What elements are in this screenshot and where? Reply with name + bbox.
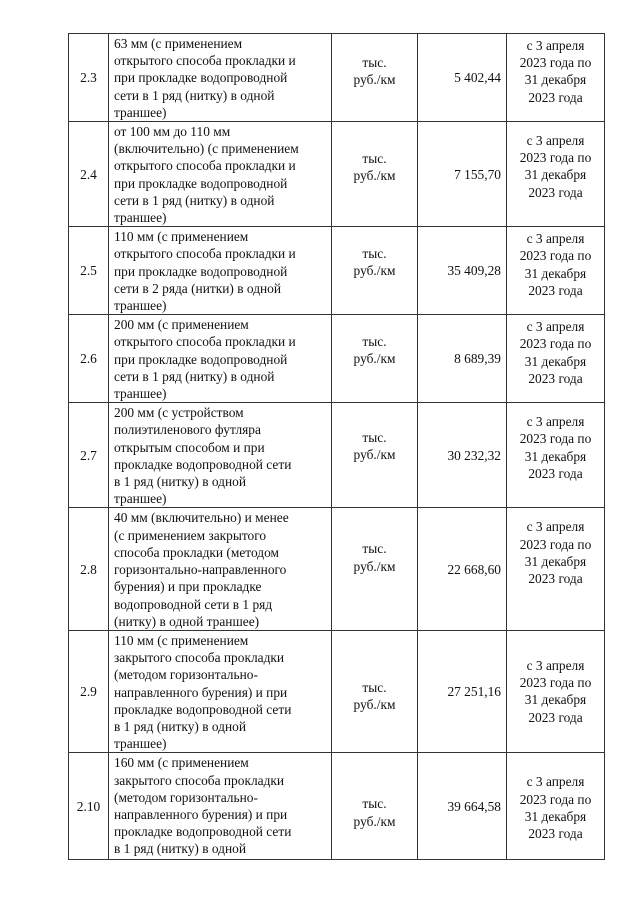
pipe-description bbox=[109, 508, 332, 630]
description-line: прокладке водопроводной сети bbox=[114, 824, 292, 840]
table-row bbox=[69, 122, 605, 227]
description-line: открытого способа прокладки и bbox=[114, 334, 296, 350]
tariff-value: 27 251,16 bbox=[418, 630, 507, 752]
unit-line: тыс. bbox=[362, 246, 387, 262]
description-line: 110 мм (с применением bbox=[114, 229, 249, 245]
period-line: 2023 года bbox=[528, 709, 583, 725]
period-line: 31 декабря bbox=[524, 167, 587, 183]
description-line: прокладке водопроводной сети bbox=[114, 456, 292, 472]
description-line: открытого способа прокладки и bbox=[114, 246, 296, 262]
row-number: 2.4 bbox=[69, 122, 109, 227]
validity-period bbox=[507, 403, 605, 508]
table-row bbox=[69, 753, 605, 860]
table-row bbox=[69, 315, 605, 403]
tariff-value: 5 402,44 bbox=[418, 34, 507, 122]
description-line: от 100 мм до 110 мм bbox=[114, 124, 231, 140]
period-line: 31 декабря bbox=[524, 808, 587, 824]
description-line: траншее) bbox=[114, 386, 167, 402]
period-line: 2023 года bbox=[528, 465, 583, 481]
description-line: траншее) bbox=[114, 210, 167, 226]
description-line: способа прокладки (методом bbox=[114, 544, 279, 560]
table-row bbox=[69, 227, 605, 315]
unit-line: руб./км bbox=[353, 813, 396, 829]
validity-period bbox=[507, 227, 605, 315]
period-line: 2023 года bbox=[528, 825, 583, 841]
period-line: 31 декабря bbox=[524, 553, 587, 569]
period-line: 2023 года bbox=[528, 571, 583, 587]
description-line: бурения) и при прокладке bbox=[114, 579, 262, 595]
unit-line: руб./км bbox=[353, 263, 396, 279]
period-line: 2023 года по bbox=[519, 675, 592, 691]
description-line: открытого способа прокладки и bbox=[114, 158, 296, 174]
period-line: с 3 апреля bbox=[526, 774, 585, 790]
period-line: с 3 апреля bbox=[526, 38, 585, 53]
description-line: (методом горизонтально- bbox=[114, 667, 258, 683]
unit-cell bbox=[332, 403, 418, 508]
row-number: 2.7 bbox=[69, 403, 109, 508]
tariff-table bbox=[68, 33, 605, 860]
period-line: с 3 апреля bbox=[526, 657, 585, 673]
unit-line: руб./км bbox=[353, 72, 396, 88]
description-line: полиэтиленового футляра bbox=[114, 422, 261, 438]
period-line: 2023 года bbox=[528, 89, 583, 105]
description-line: 160 мм (с применением bbox=[114, 755, 249, 771]
unit-line: тыс. bbox=[362, 334, 387, 350]
row-number: 2.5 bbox=[69, 227, 109, 315]
row-number: 2.3 bbox=[69, 34, 109, 122]
description-line: открытого способа прокладки и bbox=[114, 53, 296, 69]
row-number: 2.6 bbox=[69, 315, 109, 403]
description-line: 63 мм (с применением bbox=[114, 36, 243, 51]
unit-line: тыс. bbox=[362, 796, 387, 812]
description-line: направленного бурения) и при bbox=[114, 684, 288, 700]
unit-cell bbox=[332, 315, 418, 403]
description-line: 40 мм (включительно) и менее bbox=[114, 510, 289, 526]
unit-cell bbox=[332, 227, 418, 315]
unit-cell bbox=[332, 122, 418, 227]
unit-line: тыс. bbox=[362, 55, 387, 70]
unit-line: руб./км bbox=[353, 697, 396, 713]
unit-line: тыс. bbox=[362, 679, 387, 695]
unit-cell bbox=[332, 508, 418, 630]
pipe-description bbox=[109, 403, 332, 508]
row-number: 2.9 bbox=[69, 630, 109, 752]
table-row bbox=[69, 34, 605, 122]
description-line: горизонтально-направленного bbox=[114, 562, 287, 578]
row-number: 2.8 bbox=[69, 508, 109, 630]
description-line: сети в 2 ряда (нитки) в одной bbox=[114, 280, 282, 296]
description-line: при прокладке водопроводной bbox=[114, 263, 288, 279]
validity-period bbox=[507, 122, 605, 227]
period-line: 2023 года по bbox=[519, 248, 592, 264]
period-line: 2023 года по bbox=[519, 55, 592, 71]
period-line: 31 декабря bbox=[524, 448, 587, 464]
description-line: при прокладке водопроводной bbox=[114, 351, 288, 367]
period-line: 2023 года по bbox=[519, 791, 592, 807]
description-line: (методом горизонтально- bbox=[114, 789, 258, 805]
description-line: закрытого способа прокладки bbox=[114, 650, 285, 666]
period-line: 2023 года по bbox=[519, 150, 592, 166]
period-line: 31 декабря bbox=[524, 72, 587, 88]
description-line: водопроводной сети в 1 ряд bbox=[114, 596, 273, 612]
table-row bbox=[69, 403, 605, 508]
validity-period bbox=[507, 630, 605, 752]
table-row bbox=[69, 508, 605, 630]
unit-cell bbox=[332, 34, 418, 122]
description-line: траншее) bbox=[114, 736, 167, 752]
pipe-description bbox=[109, 227, 332, 315]
validity-period bbox=[507, 753, 605, 860]
row-number: 2.10 bbox=[69, 753, 109, 860]
period-line: с 3 апреля bbox=[526, 319, 585, 335]
description-line: при прокладке водопроводной bbox=[114, 175, 288, 191]
period-line: с 3 апреля bbox=[526, 133, 585, 149]
period-line: 2023 года по bbox=[519, 431, 592, 447]
period-line: 31 декабря bbox=[524, 353, 587, 369]
tariff-value: 39 664,58 bbox=[418, 753, 507, 860]
pipe-description bbox=[109, 630, 332, 752]
unit-line: руб./км bbox=[353, 558, 396, 574]
description-line: в 1 ряд (нитку) в одной bbox=[114, 718, 247, 734]
description-line: в 1 ряд (нитку) в одной bbox=[114, 474, 247, 490]
table-row bbox=[69, 630, 605, 752]
description-line: при прокладке водопроводной bbox=[114, 70, 288, 86]
unit-cell bbox=[332, 630, 418, 752]
pipe-description bbox=[109, 315, 332, 403]
pipe-description bbox=[109, 122, 332, 227]
period-line: 2023 года bbox=[528, 184, 583, 200]
unit-line: тыс. bbox=[362, 430, 387, 446]
period-line: с 3 апреля bbox=[526, 231, 585, 247]
tariff-value: 22 668,60 bbox=[418, 508, 507, 630]
tariff-value: 8 689,39 bbox=[418, 315, 507, 403]
description-line: (включительно) (с применением bbox=[114, 141, 299, 157]
period-line: 2023 года по bbox=[519, 536, 592, 552]
tariff-value: 30 232,32 bbox=[418, 403, 507, 508]
tariff-value: 7 155,70 bbox=[418, 122, 507, 227]
description-line: траншее) bbox=[114, 104, 167, 120]
unit-cell bbox=[332, 753, 418, 860]
description-line: в 1 ряд (нитку) в одной bbox=[114, 841, 247, 857]
unit-line: руб./км bbox=[353, 168, 396, 184]
description-line: направленного бурения) и при bbox=[114, 806, 288, 822]
validity-period bbox=[507, 315, 605, 403]
description-line: траншее) bbox=[114, 298, 167, 314]
period-line: с 3 апреля bbox=[526, 519, 585, 535]
unit-line: тыс. bbox=[362, 151, 387, 167]
period-line: 2023 года по bbox=[519, 336, 592, 352]
validity-period bbox=[507, 508, 605, 630]
description-line: 200 мм (с применением bbox=[114, 317, 249, 333]
description-line: (нитку) в одной траншее) bbox=[114, 613, 260, 629]
tariff-table-body bbox=[69, 34, 605, 860]
tariff-value: 35 409,28 bbox=[418, 227, 507, 315]
period-line: с 3 апреля bbox=[526, 414, 585, 430]
description-line: сети в 1 ряд (нитку) в одной bbox=[114, 192, 275, 208]
period-line: 2023 года bbox=[528, 282, 583, 298]
period-line: 31 декабря bbox=[524, 692, 587, 708]
unit-line: руб./км bbox=[353, 447, 396, 463]
pipe-description bbox=[109, 34, 332, 122]
validity-period bbox=[507, 34, 605, 122]
description-line: траншее) bbox=[114, 491, 167, 507]
description-line: (с применением закрытого bbox=[114, 527, 267, 543]
description-line: 110 мм (с применением bbox=[114, 632, 249, 648]
pipe-description bbox=[109, 753, 332, 860]
description-line: прокладке водопроводной сети bbox=[114, 701, 292, 717]
description-line: сети в 1 ряд (нитку) в одной bbox=[114, 368, 275, 384]
unit-line: тыс. bbox=[362, 541, 387, 557]
description-line: сети в 1 ряд (нитку) в одной bbox=[114, 87, 275, 103]
unit-line: руб./км bbox=[353, 351, 396, 367]
period-line: 31 декабря bbox=[524, 265, 587, 281]
description-line: открытым способом и при bbox=[114, 439, 265, 455]
period-line: 2023 года bbox=[528, 370, 583, 386]
description-line: 200 мм (с устройством bbox=[114, 405, 244, 421]
description-line: закрытого способа прокладки bbox=[114, 772, 285, 788]
